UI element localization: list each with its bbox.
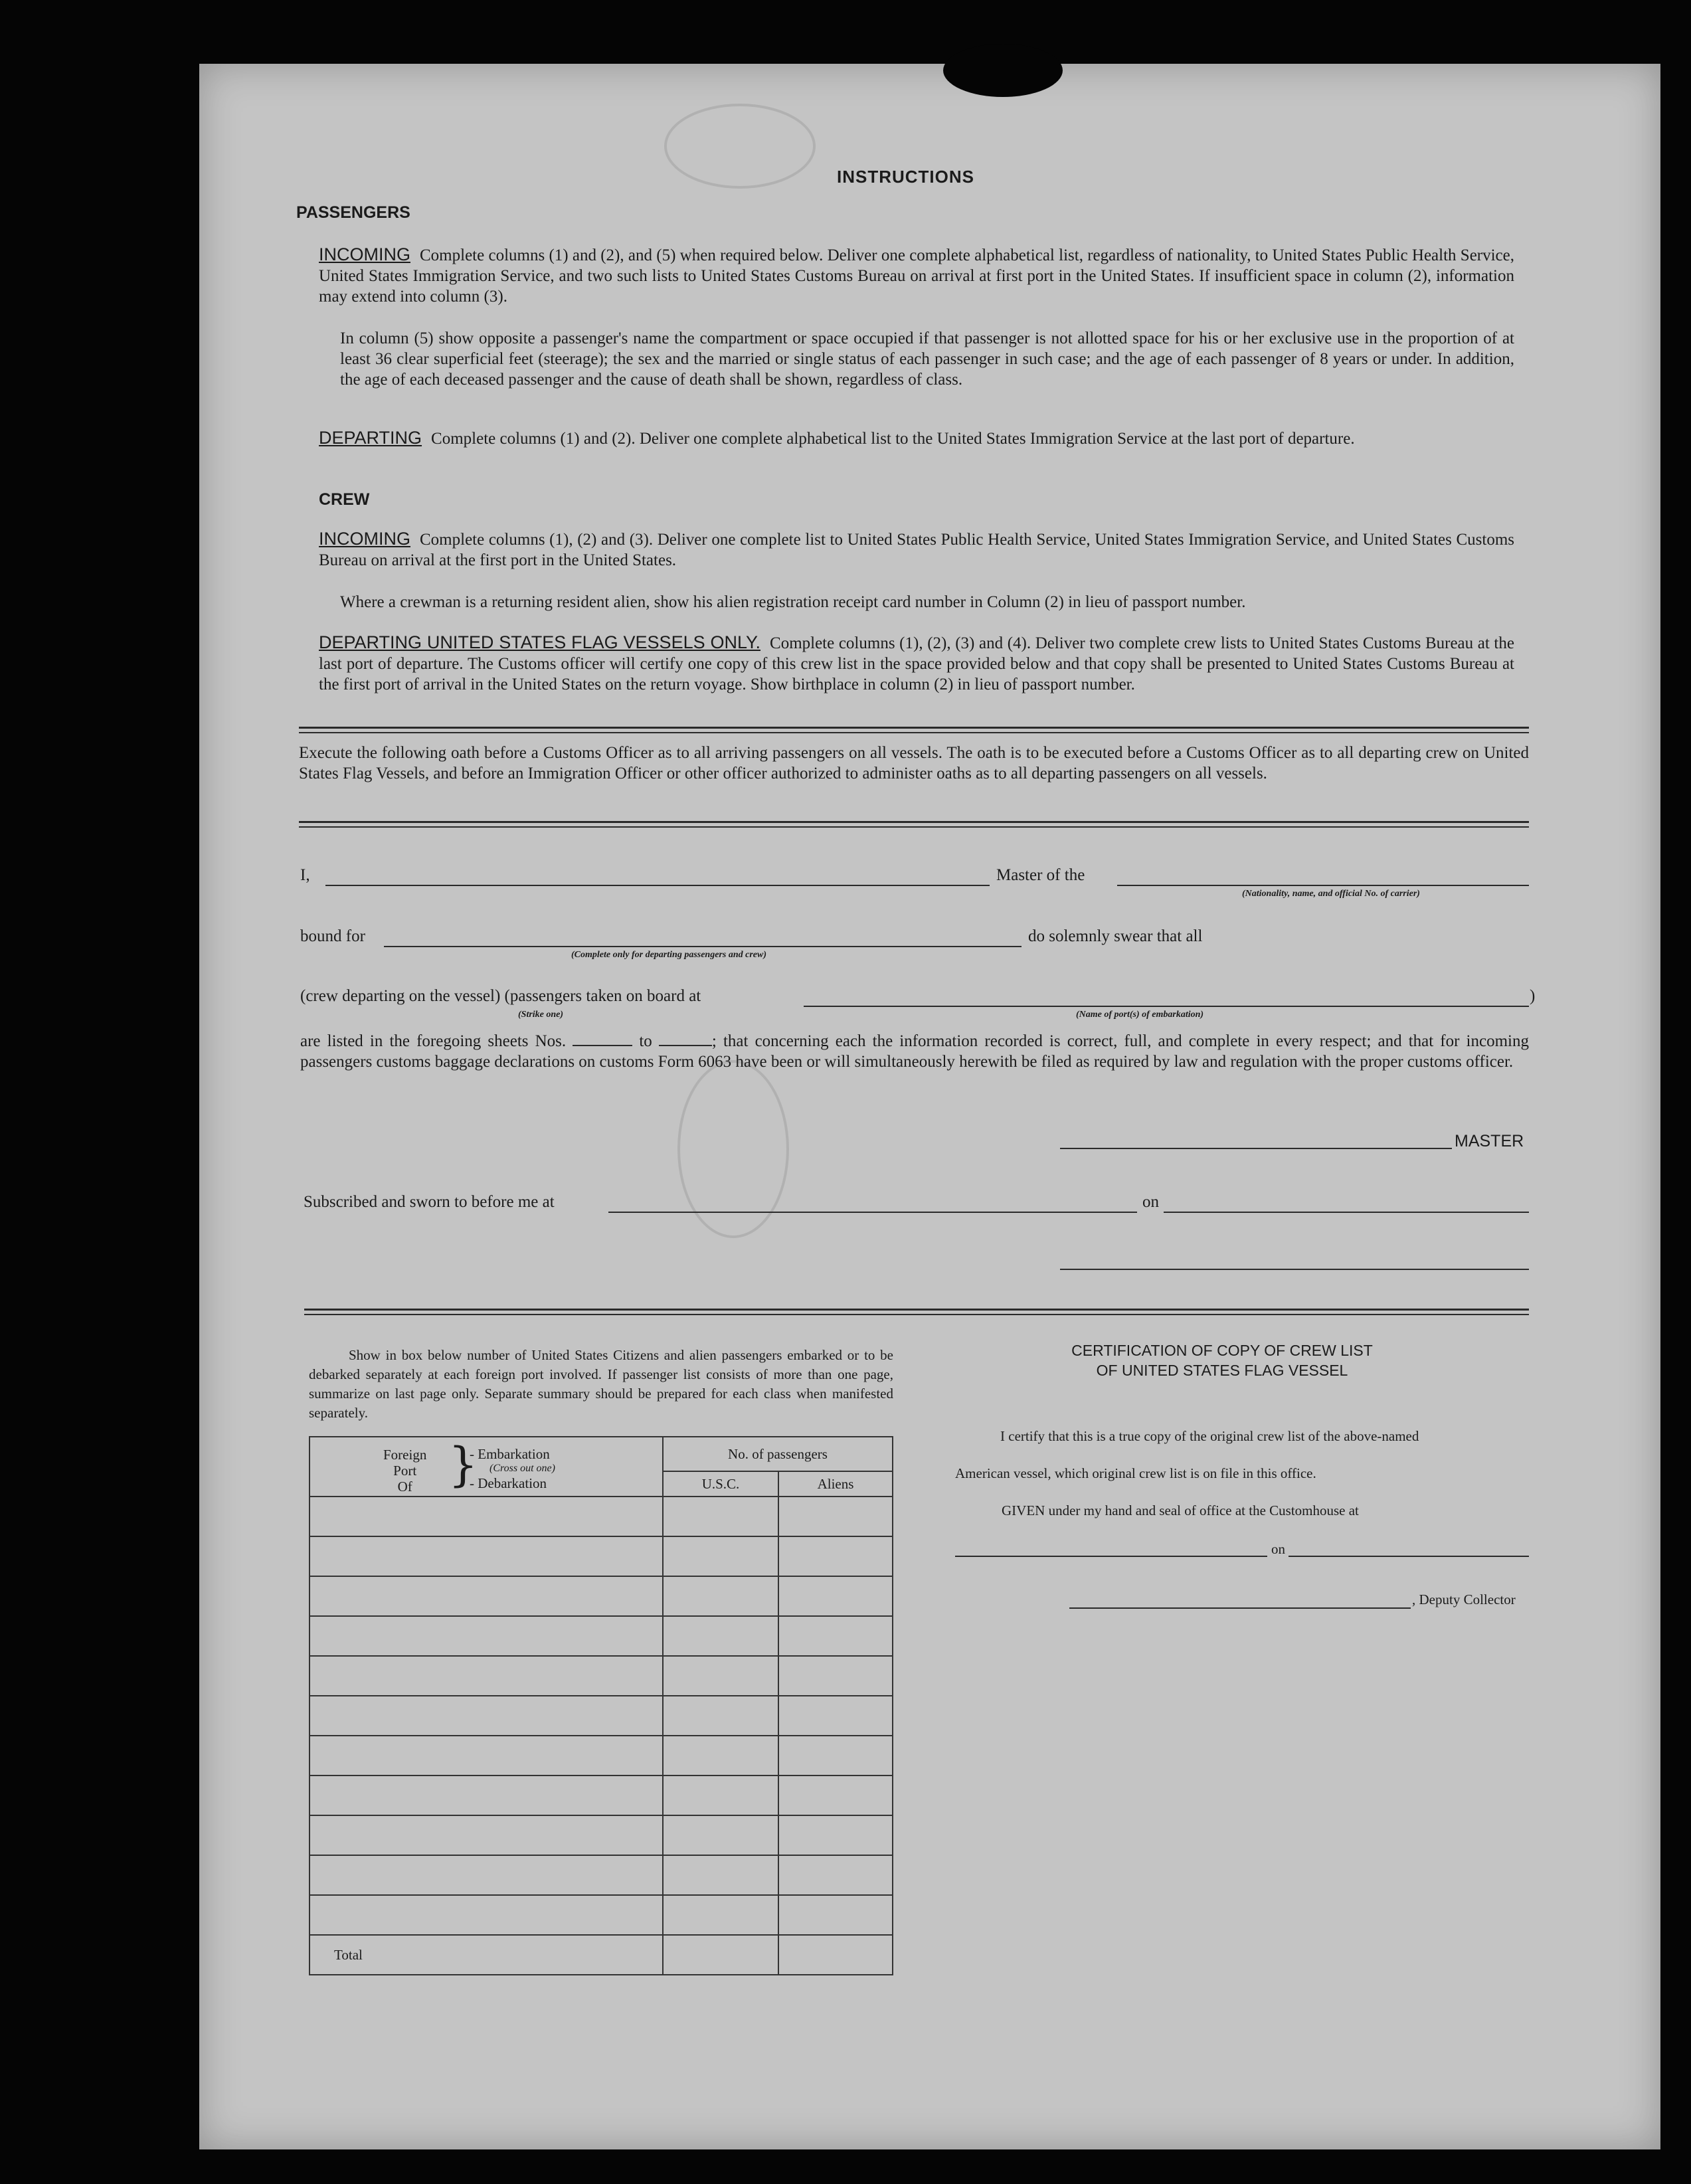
summary-usc-cell[interactable]	[663, 1616, 778, 1656]
listed-to: to	[639, 1032, 652, 1050]
col-foreign: Foreign	[383, 1447, 427, 1463]
summary-usc-cell[interactable]	[663, 1576, 778, 1616]
crew-incoming-label: INCOMING	[319, 529, 410, 549]
table-row	[310, 1775, 893, 1815]
section-heading-passengers: PASSENGERS	[296, 203, 410, 222]
summary-usc-cell[interactable]	[663, 1656, 778, 1696]
table-row	[310, 1536, 893, 1576]
col-aliens: Aliens	[778, 1471, 893, 1497]
divider	[299, 821, 1529, 823]
crew-departing-text: Complete columns (1), (2), (3) and (4). Deliver two complete crew lists to United States Customs Bureau at the last port of departure. The Customs officer will certify one copy of this crew list in the space provided below and that copy shall be presented to United States Customs Bureau at the first port of arrival in the United States on the return voyage. Show birthplace in column (2) in lieu of passport number.	[319, 634, 1514, 693]
passenger-summary-table	[309, 1436, 893, 1975]
table-row	[310, 1656, 893, 1696]
oath-intro-paragraph: Execute the following oath before a Customs Officer as to all arriving passengers on all vessels. The oath is to be executed before a Customs Officer as to all departing crew on United States Flag Vessels, and before an Immigration Officer or other officer authorized to administer oaths as to all departing passengers on all vessels.	[299, 744, 1529, 782]
summary-port-cell[interactable]	[310, 1736, 663, 1775]
col-of: Of	[397, 1479, 412, 1495]
cross-out-caption: (Cross out one)	[490, 1463, 555, 1474]
close-paren: )	[1530, 987, 1536, 1005]
summary-port-cell[interactable]	[310, 1895, 663, 1935]
debarkation-label: - Debarkation	[470, 1475, 547, 1491]
master-name-field[interactable]	[325, 885, 990, 886]
table-row	[310, 1616, 893, 1656]
crew-incoming-text: Complete columns (1), (2) and (3). Deliver one complete list to United States Public Health Service, United States Immigration Service, and United States Customs Bureau on arrival at the first port in the United States.	[319, 531, 1514, 569]
summary-usc-cell[interactable]	[663, 1696, 778, 1736]
passengers-departing-paragraph	[319, 428, 1514, 449]
incoming-label: INCOMING	[319, 244, 410, 264]
sheet-to-field[interactable]	[659, 1045, 712, 1046]
deputy-collector-label: , Deputy Collector	[1412, 1592, 1516, 1607]
master-signature-label: MASTER	[1455, 1132, 1524, 1150]
summary-usc-cell[interactable]	[663, 1855, 778, 1895]
bleed-through-mark	[664, 104, 816, 189]
summary-port-cell[interactable]	[310, 1576, 663, 1616]
summary-port-cell[interactable]	[310, 1536, 663, 1576]
table-row	[310, 1855, 893, 1895]
bracket-icon: }	[448, 1437, 478, 1492]
summary-usc-cell[interactable]	[663, 1775, 778, 1815]
summary-aliens-cell[interactable]	[778, 1576, 893, 1616]
certification-title-line1: CERTIFICATION OF COPY OF CREW LIST	[1071, 1342, 1373, 1359]
customhouse-field[interactable]	[955, 1556, 1267, 1557]
crew-departing-paragraph	[319, 632, 1514, 695]
incoming-text: Complete columns (1) and (2), and (5) when required below. Deliver one complete alphabetical list, regardless of nationality, to United States Public Health Service, United States Immigration Service, and two such lists to United States Customs Bureau on arrival at first port in the United States. If insufficient space in column (2), information may extend into column (3).	[319, 246, 1514, 306]
sheet-from-field[interactable]	[573, 1045, 632, 1046]
summary-aliens-cell[interactable]	[778, 1656, 893, 1696]
certification-title-line2: OF UNITED STATES FLAG VESSEL	[1096, 1362, 1348, 1379]
certify-line2: American vessel, which original crew list is on file in this office.	[955, 1465, 1316, 1481]
col-usc: U.S.C.	[663, 1471, 778, 1497]
col-passengers: No. of passengers	[663, 1437, 893, 1471]
deputy-signature-field[interactable]	[1069, 1607, 1411, 1609]
crew-departing-label: (crew departing on the vessel) (passengers taken on board at	[300, 987, 701, 1005]
summary-usc-cell[interactable]	[663, 1536, 778, 1576]
certification-title	[1063, 1340, 1381, 1380]
summary-aliens-cell[interactable]	[778, 1616, 893, 1656]
ports-caption: (Name of port(s) of embarkation)	[1076, 1010, 1204, 1020]
crew-resident-paragraph: Where a crewman is a returning resident alien, show his alien registration receipt card number in Column (2) in lieu of passport number.	[340, 593, 1246, 611]
carrier-caption: (Nationality, name, and official No. of carrier)	[1242, 889, 1420, 899]
listed-text-1: are listed in the foregoing sheets Nos.	[300, 1032, 567, 1050]
summary-aliens-cell[interactable]	[778, 1775, 893, 1815]
carrier-field[interactable]	[1117, 885, 1529, 886]
table-row	[310, 1497, 893, 1536]
certify-line1: I certify that this is a true copy of the original crew list of the above-named	[1000, 1428, 1419, 1444]
page-title: INSTRUCTIONS	[837, 167, 974, 187]
summary-aliens-cell[interactable]	[778, 1736, 893, 1775]
master-of-label: Master of the	[996, 866, 1085, 884]
document-page	[199, 64, 1660, 2149]
certification-date-field[interactable]	[1289, 1556, 1529, 1557]
summary-port-cell[interactable]	[310, 1696, 663, 1736]
summary-aliens-cell[interactable]	[778, 1497, 893, 1536]
torn-edge	[943, 44, 1063, 97]
officer-signature-field[interactable]	[1060, 1269, 1529, 1270]
summary-usc-cell[interactable]	[663, 1736, 778, 1775]
listed-text-2: ; that concerning each the information recorded is correct, full, and complete in every respect; and that for incoming passengers customs baggage declarations on customs Form 6063 have been or will simultaneously herewith be filed as required by law and regulation with the proper customs officer.	[300, 1032, 1529, 1071]
passengers-column5-paragraph: In column (5) show opposite a passenger's name the compartment or space occupied if that passenger is not allotted space for his or her exclusive use in the proportion of at least 36 clear superficial feet (steerage); the sex and the married or single status of each passenger in such case; and the age of each passenger of 8 years or under. In addition, the age of each deceased passenger and the cause of death shall be shown, regardless of class.	[340, 329, 1514, 389]
table-row	[310, 1736, 893, 1775]
listed-paragraph	[300, 1031, 1529, 1072]
summary-aliens-cell[interactable]	[778, 1855, 893, 1895]
bound-for-field[interactable]	[384, 946, 1022, 947]
total-label: Total	[310, 1935, 663, 1975]
summary-port-cell[interactable]	[310, 1616, 663, 1656]
summary-port-cell[interactable]	[310, 1497, 663, 1536]
strike-caption: (Strike one)	[518, 1010, 564, 1020]
sworn-on-label: on	[1142, 1193, 1159, 1211]
divider	[304, 1309, 1529, 1311]
summary-aliens-cell[interactable]	[778, 1815, 893, 1855]
certification-on-label: on	[1271, 1541, 1285, 1557]
crew-departing-label: DEPARTING UNITED STATES FLAG VESSELS ONLY.	[319, 632, 761, 652]
summary-port-cell[interactable]	[310, 1656, 663, 1696]
summary-usc-cell[interactable]	[663, 1895, 778, 1935]
summary-port-cell[interactable]	[310, 1815, 663, 1855]
summary-usc-cell[interactable]	[663, 1497, 778, 1536]
swear-label: do solemnly swear that all	[1028, 927, 1203, 945]
total-usc-cell[interactable]	[663, 1935, 778, 1975]
crew-incoming-paragraph	[319, 529, 1514, 571]
oath-i-label: I,	[300, 866, 310, 884]
table-row	[310, 1576, 893, 1616]
summary-aliens-cell[interactable]	[778, 1696, 893, 1736]
table-row	[310, 1696, 893, 1736]
embarkation-label: - Embarkation	[470, 1446, 550, 1462]
departing-label: DEPARTING	[319, 428, 422, 448]
sworn-date-field[interactable]	[1164, 1212, 1529, 1213]
master-signature-field[interactable]	[1060, 1148, 1452, 1149]
sworn-place-field[interactable]	[608, 1212, 1137, 1213]
passengers-incoming-paragraph	[319, 244, 1514, 307]
summary-port-cell[interactable]	[310, 1855, 663, 1895]
summary-instructions: Show in box below number of United States Citizens and alien passengers embarked or to be debarked separately at each foreign port involved. If passenger list consists of more than one page, summarize on last page only. Separate summary should be prepared for each class when manifested separately.	[309, 1347, 893, 1421]
summary-aliens-cell[interactable]	[778, 1536, 893, 1576]
summary-aliens-cell[interactable]	[778, 1895, 893, 1935]
departing-text: Complete columns (1) and (2). Deliver one complete alphabetical list to the United States Immigration Service at the last port of departure.	[431, 430, 1355, 448]
table-row	[310, 1895, 893, 1935]
port-header	[310, 1437, 663, 1497]
summary-port-cell[interactable]	[310, 1775, 663, 1815]
section-heading-crew: CREW	[319, 490, 370, 509]
divider	[299, 727, 1529, 729]
ports-field[interactable]	[804, 1006, 1529, 1007]
total-aliens-cell[interactable]	[778, 1935, 893, 1975]
subscribed-label: Subscribed and sworn to before me at	[304, 1193, 555, 1211]
bound-for-label: bound for	[300, 927, 365, 945]
given-text: GIVEN under my hand and seal of office at the Customhouse at	[1002, 1502, 1359, 1518]
summary-usc-cell[interactable]	[663, 1815, 778, 1855]
col-port: Port	[393, 1463, 417, 1479]
bound-for-caption: (Complete only for departing passengers and crew)	[571, 950, 766, 960]
table-row	[310, 1815, 893, 1855]
